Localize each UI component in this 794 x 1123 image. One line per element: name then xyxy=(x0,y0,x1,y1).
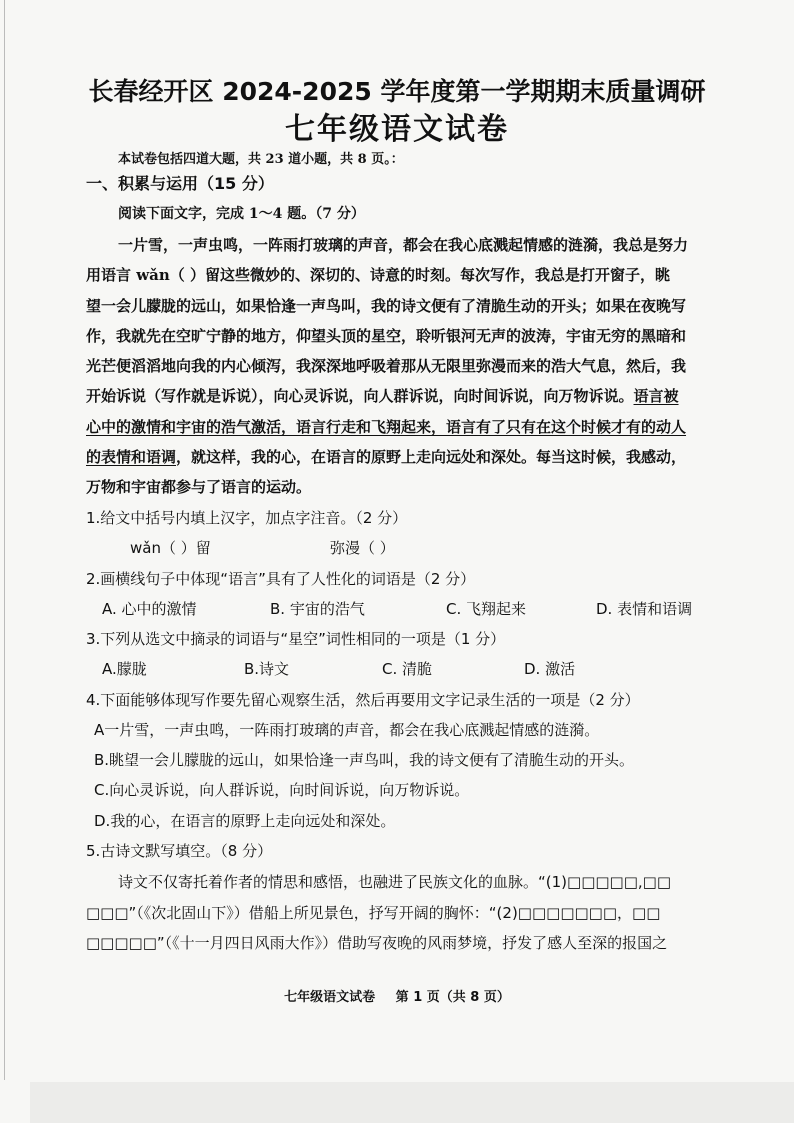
question-1-blank-a[interactable]: wǎn（ ）留 xyxy=(130,539,211,557)
exam-title: 长春经开区 2024-2025 学年度第一学期期末质量调研 xyxy=(88,77,706,106)
question-2-option-d[interactable]: D. 表情和语调 xyxy=(596,600,693,618)
underlined-sentence: 心中的激情和宇宙的浩气激活，语言行走和飞翔起来，语言有了只有在这个时候才有的动人 xyxy=(86,418,687,436)
question-2-stem: 2.画横线句子中体现“语言”具有了人性化的词语是（2 分） xyxy=(86,570,476,588)
passage-line: 望一会儿朦胧的远山，如果恰逢一声鸟叫，我的诗文便有了清脆生动的开头；如果在夜晚写 xyxy=(86,297,687,315)
underlined-sentence: 语言被 xyxy=(633,387,679,405)
question-3-option-b[interactable]: B.诗文 xyxy=(244,660,290,678)
section-heading: 一、积累与运用（15 分） xyxy=(86,174,274,193)
footer-page-number: 第 1 页（共 8 页） xyxy=(395,990,510,1005)
question-3-option-c[interactable]: C. 清脆 xyxy=(382,660,433,678)
passage-line: 作，我就先在空旷宁静的地方，仰望头顶的星空，聆听银河无声的波涛，宇宙无穷的黑暗和 xyxy=(86,327,687,345)
passage-text: ，就这样，我的心，在语言的原野上走向远处和深处。每当这时候，我感动， xyxy=(176,448,687,466)
question-5-stem: 5.古诗文默写填空。（8 分） xyxy=(86,842,273,860)
question-4-option-a[interactable]: A一片雪，一声虫鸣，一阵雨打玻璃的声音，都会在我心底溅起情感的涟漪。 xyxy=(94,721,600,739)
passage-line: 用语言 wǎn（ ）留这些微妙的、深切的、诗意的时刻。每次写作，我总是打开窗子，眺 xyxy=(86,266,670,284)
question-4-option-b[interactable]: B.眺望一会儿朦胧的远山，如果恰逢一声鸟叫，我的诗文便有了清脆生动的开头。 xyxy=(94,751,635,769)
passage-line: 一片雪，一声虫鸣，一阵雨打玻璃的声音，都会在我心底溅起情感的涟漪，我总是努力 xyxy=(118,236,689,254)
passage-line: 光芒便滔滔地向我的内心倾泻，我深深地呼吸着那从无限里弥漫而来的浩大气息，然后，我 xyxy=(86,357,687,375)
question-2-option-b[interactable]: B. 宇宙的浩气 xyxy=(270,600,365,618)
underlined-sentence: 的表情和语调 xyxy=(86,448,177,466)
question-2-option-a[interactable]: A. 心中的激情 xyxy=(102,600,197,618)
passage-line xyxy=(86,447,686,467)
footer-exam-name: 七年级语文试卷 xyxy=(284,990,376,1005)
question-3-stem: 3.下列从选文中摘录的词语与“星空”词性相同的一项是（1 分） xyxy=(86,630,506,648)
scan-edge-line xyxy=(4,0,5,1080)
question-1-blank-b[interactable]: 弥漫（ ） xyxy=(330,539,395,557)
passage-line xyxy=(86,386,679,406)
intro-text: 本试卷包括四道大题，共 23 道小题，共 8 页。： xyxy=(118,152,404,167)
passage-line: 万物和宇宙都参与了语言的运动。 xyxy=(86,478,312,496)
exam-subtitle: 七年级语文试卷 xyxy=(285,112,509,147)
page-footer xyxy=(0,986,794,1005)
question-4-option-c[interactable]: C.向心灵诉说，向人群诉说，向时间诉说，向万物诉说。 xyxy=(94,781,470,799)
scan-bottom-band xyxy=(30,1082,794,1123)
question-3-option-a[interactable]: A.朦胧 xyxy=(102,660,147,678)
reading-instruction: 阅读下面文字，完成 1～4 题。（7 分） xyxy=(118,206,365,222)
question-3-option-d[interactable]: D. 激活 xyxy=(524,660,576,678)
question-5-line: 诗文不仅寄托着作者的情思和感悟，也融进了民族文化的血脉。“(1)□□□□□,□□ xyxy=(118,873,671,891)
question-4-stem: 4.下面能够体现写作要先留心观察生活，然后再要用文字记录生活的一项是（2 分） xyxy=(86,691,640,709)
passage-text: 开始诉说（写作就是诉说），向心灵诉说，向人群诉说，向时间诉说，向万物诉说。 xyxy=(86,387,634,405)
question-2-option-c[interactable]: C. 飞翔起来 xyxy=(446,600,527,618)
question-1-stem: 1.给文中括号内填上汉字，加点字注音。（2 分） xyxy=(86,509,408,527)
question-4-option-d[interactable]: D.我的心，在语言的原野上走向远处和深处。 xyxy=(94,812,396,830)
question-5-line: □□□□□”（《十一月四日风雨大作》）借助写夜晚的风雨梦境，抒发了感人至深的报国之 xyxy=(86,934,668,952)
question-5-line: □□□”（《次北固山下》）借船上所见景色，抒写开阔的胸怀：“(2)□□□□□□□，□□ xyxy=(86,904,661,922)
